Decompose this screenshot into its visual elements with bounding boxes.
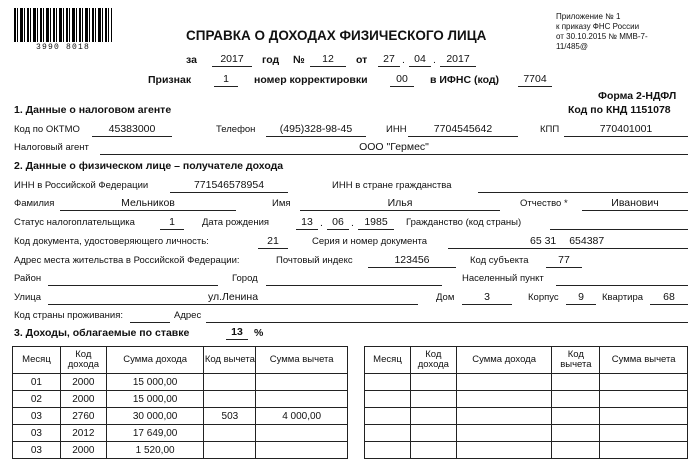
col-income-sum: Сумма дохода <box>106 347 204 374</box>
col-deduction-code: Код вычета <box>552 347 600 374</box>
date-year-field[interactable]: 2017 <box>440 53 476 67</box>
income-table-left <box>12 346 348 459</box>
label-inn-foreign: ИНН в стране гражданства <box>332 180 452 191</box>
label-inn-rf: ИНН в Российской Федерации <box>14 180 149 191</box>
cell-deduction-code[interactable] <box>204 425 256 442</box>
status-field[interactable]: 1 <box>160 216 184 230</box>
appendix-line-2: к приказу ФНС России <box>556 22 640 31</box>
col-deduction-sum: Сумма вычета <box>600 347 688 374</box>
income-table-header <box>365 347 688 374</box>
cell-income-sum[interactable]: 15 000,00 <box>106 391 204 408</box>
building-field[interactable]: 9 <box>566 291 596 305</box>
label-district: Район <box>14 273 42 284</box>
appendix-line-4: 11/485@ <box>556 42 588 51</box>
cell[interactable] <box>600 425 688 442</box>
ifns-field[interactable]: 7704 <box>518 73 552 87</box>
cell-deduction-sum[interactable] <box>256 442 348 459</box>
col-income-code: Код дохода <box>60 347 106 374</box>
dot: . <box>402 54 405 66</box>
table-row <box>13 425 348 442</box>
cell-month[interactable]: 02 <box>13 391 61 408</box>
agent-field[interactable]: ООО "Гермес" <box>100 141 688 155</box>
label-kpp: КПП <box>540 124 560 135</box>
label-name: Имя <box>272 198 291 209</box>
kpp-field[interactable]: 770401001 <box>564 123 688 137</box>
surname-field[interactable]: Мельников <box>60 197 236 211</box>
dot: . <box>320 217 323 229</box>
cell[interactable] <box>600 374 688 391</box>
cell[interactable] <box>365 391 411 408</box>
cell[interactable] <box>456 408 552 425</box>
table-row <box>365 442 688 459</box>
settlement-field[interactable] <box>556 272 688 286</box>
year-field[interactable]: 2017 <box>212 53 252 67</box>
table-row <box>365 425 688 442</box>
dot: . <box>351 217 354 229</box>
inn-rf-field[interactable]: 771546578954 <box>170 179 288 193</box>
inn-foreign-field[interactable] <box>478 179 688 193</box>
label-phone: Телефон <box>216 124 256 135</box>
district-field[interactable] <box>48 272 218 286</box>
city-field[interactable] <box>266 272 442 286</box>
doc-series-field[interactable] <box>448 235 688 249</box>
postcode-field[interactable]: 123456 <box>368 254 456 268</box>
cell-income-code[interactable]: 2000 <box>60 391 106 408</box>
col-deduction-code: Код вычета <box>204 347 256 374</box>
cell[interactable] <box>365 408 411 425</box>
cell-income-sum[interactable]: 17 649,00 <box>106 425 204 442</box>
cell[interactable] <box>456 391 552 408</box>
number-field[interactable]: 12 <box>310 53 346 67</box>
oktmo-field[interactable]: 45383000 <box>92 123 172 137</box>
street-field[interactable]: ул.Ленина <box>48 291 418 305</box>
patronymic-field[interactable]: Иванович <box>582 197 688 211</box>
dob-day-field[interactable]: 13 <box>296 216 318 230</box>
cell[interactable] <box>365 374 411 391</box>
phone-field[interactable]: (495)328-98-45 <box>266 123 366 137</box>
label-agent: Налоговый агент <box>14 142 89 153</box>
cell[interactable] <box>410 425 456 442</box>
inn-field[interactable]: 7704545642 <box>408 123 518 137</box>
label-building: Корпус <box>528 292 559 303</box>
appendix-note <box>556 12 648 52</box>
label-settlement: Населенный пункт <box>462 273 544 284</box>
cell[interactable] <box>365 425 411 442</box>
label-surname: Фамилия <box>14 198 55 209</box>
label-addr2: Адрес <box>174 310 202 321</box>
cell-deduction-sum[interactable] <box>256 391 348 408</box>
section-1-title: 1. Данные о налоговом агенте <box>14 104 172 116</box>
col-income-sum: Сумма дохода <box>456 347 552 374</box>
income-table-header <box>13 347 348 374</box>
house-field[interactable]: 3 <box>462 291 512 305</box>
cell[interactable] <box>410 442 456 459</box>
barcode-number: 3990 8018 <box>35 43 90 52</box>
document-title: СПРАВКА О ДОХОДАХ ФИЗИЧЕСКОГО ЛИЦА <box>186 28 487 43</box>
cell[interactable] <box>365 442 411 459</box>
appendix-line-3: от 30.10.2015 № ММВ-7- <box>556 32 648 41</box>
cell-month[interactable]: 03 <box>13 425 61 442</box>
label-house: Дом <box>436 292 455 303</box>
label-number: № <box>293 54 305 66</box>
col-month: Месяц <box>365 347 411 374</box>
doc-number-value: 654387 <box>569 235 605 247</box>
income-table-right <box>364 346 688 459</box>
cell[interactable] <box>600 408 688 425</box>
cell[interactable] <box>410 374 456 391</box>
label-ifns: в ИФНС (код) <box>430 74 500 86</box>
label-god: год <box>262 54 280 66</box>
section-3-title: 3. Доходы, облагаемые по ставке <box>14 327 190 339</box>
label-doc-series: Серия и номер документа <box>312 236 428 247</box>
day-field[interactable]: 27 <box>378 53 400 67</box>
correction-field[interactable]: 00 <box>390 73 414 87</box>
month-field[interactable]: 04 <box>409 53 431 67</box>
citizenship-field[interactable] <box>550 216 688 230</box>
label-ot: от <box>356 54 368 66</box>
cell[interactable] <box>600 442 688 459</box>
label-priznak: Признак <box>148 74 192 86</box>
table-row <box>365 408 688 425</box>
label-status: Статус налогоплательщика <box>14 217 135 228</box>
barcode <box>14 8 112 52</box>
form-knd: Код по КНД 1151078 <box>568 104 671 116</box>
label-city: Город <box>232 273 258 284</box>
cell[interactable] <box>552 408 600 425</box>
cell[interactable] <box>552 374 600 391</box>
dot: . <box>433 54 436 66</box>
cell-income-code[interactable]: 2760 <box>60 408 106 425</box>
label-oktmo: Код по ОКТМО <box>14 124 80 135</box>
section-2-title: 2. Данные о физическом лице – получателе дохода <box>14 160 284 172</box>
table-row <box>365 391 688 408</box>
cell-deduction-code[interactable] <box>204 374 256 391</box>
cell-deduction-code[interactable] <box>204 391 256 408</box>
form-name: Форма 2-НДФЛ <box>598 90 677 102</box>
table-row <box>13 374 348 391</box>
label-citizenship: Гражданство (код страны) <box>406 217 522 228</box>
cell-income-code[interactable]: 2000 <box>60 374 106 391</box>
label-dob: Дата рождения <box>202 217 270 228</box>
label-region-code: Код субъекта <box>470 255 529 266</box>
table-row <box>13 442 348 459</box>
col-income-code: Код дохода <box>410 347 456 374</box>
region-code-field[interactable]: 77 <box>546 254 582 268</box>
priznak-field[interactable]: 1 <box>214 73 238 87</box>
col-month: Месяц <box>13 347 61 374</box>
cell[interactable] <box>552 442 600 459</box>
country-field[interactable] <box>130 309 170 323</box>
cell-month[interactable]: 03 <box>13 442 61 459</box>
doc-series-value: 65 31 <box>530 235 557 247</box>
cell-deduction-sum[interactable]: 4 000,00 <box>256 408 348 425</box>
cell-deduction-sum[interactable] <box>256 425 348 442</box>
cell-deduction-sum[interactable] <box>256 374 348 391</box>
barcode-bars <box>14 8 112 42</box>
rate-field[interactable]: 13 <box>226 326 248 340</box>
cell-income-sum[interactable]: 1 520,00 <box>106 442 204 459</box>
dob-year-field[interactable]: 1985 <box>358 216 394 230</box>
rate-percent: % <box>254 327 264 339</box>
cell[interactable] <box>600 391 688 408</box>
label-address: Адрес места жительства в Российской Федерации: <box>14 255 240 266</box>
cell[interactable] <box>552 391 600 408</box>
label-doc-code: Код документа, удостоверяющего личность: <box>14 236 209 247</box>
label-street: Улица <box>14 292 41 303</box>
cell[interactable] <box>410 408 456 425</box>
cell-income-sum[interactable]: 30 000,00 <box>106 408 204 425</box>
doc-code-field[interactable]: 21 <box>258 235 288 249</box>
cell-deduction-code[interactable]: 503 <box>204 408 256 425</box>
label-za: за <box>186 54 197 66</box>
col-deduction-sum: Сумма вычета <box>256 347 348 374</box>
label-inn: ИНН <box>386 124 407 135</box>
addr2-field[interactable] <box>206 309 688 323</box>
cell[interactable] <box>410 391 456 408</box>
cell[interactable] <box>456 374 552 391</box>
dob-month-field[interactable]: 06 <box>327 216 349 230</box>
label-flat: Квартира <box>602 292 644 303</box>
name-field[interactable]: Илья <box>300 197 500 211</box>
cell-income-code[interactable]: 2012 <box>60 425 106 442</box>
label-correction: номер корректировки <box>254 74 368 86</box>
table-row <box>13 391 348 408</box>
table-row <box>13 408 348 425</box>
cell-deduction-code[interactable] <box>204 442 256 459</box>
cell-month[interactable]: 03 <box>13 408 61 425</box>
cell[interactable] <box>456 425 552 442</box>
label-country: Код страны проживания: <box>14 310 123 321</box>
cell-income-code[interactable]: 2000 <box>60 442 106 459</box>
cell[interactable] <box>552 425 600 442</box>
label-postcode: Почтовый индекс <box>276 255 353 266</box>
label-patronymic: Отчество * <box>520 198 568 209</box>
appendix-line-1: Приложение № 1 <box>556 12 621 21</box>
cell[interactable] <box>456 442 552 459</box>
flat-field[interactable]: 68 <box>650 291 688 305</box>
table-row <box>365 374 688 391</box>
cell-income-sum[interactable]: 15 000,00 <box>106 374 204 391</box>
cell-month[interactable]: 01 <box>13 374 61 391</box>
